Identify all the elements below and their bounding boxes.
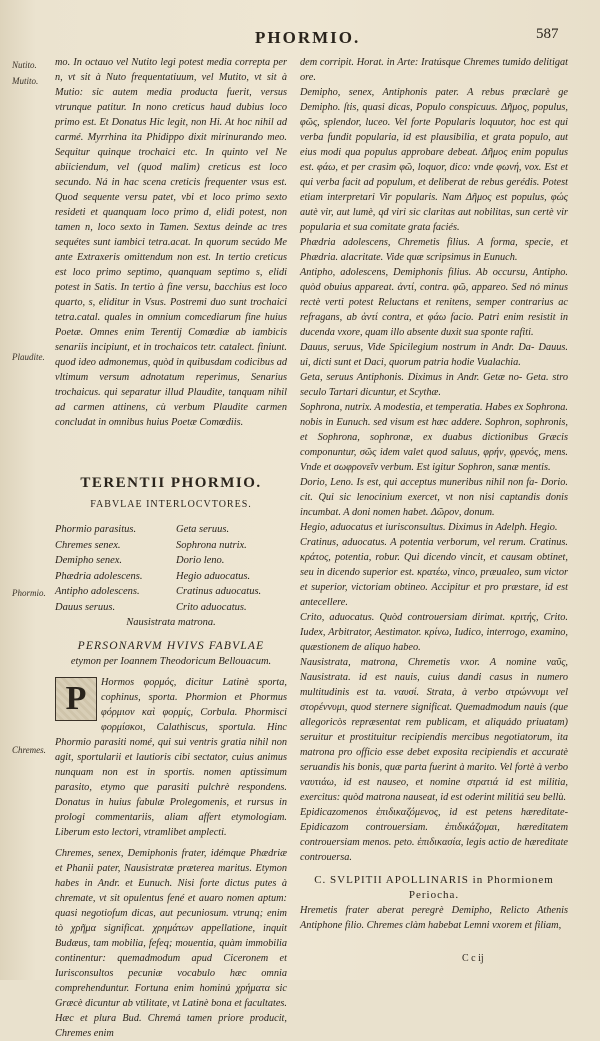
signature-mark: C c ij: [462, 953, 484, 964]
phormio-etymology-text: Hormos φορμός, dicitur Latinè sporta, cophinus, sporta. Phormion et Phormus φόρμιον καὶ φορμίς, Corbula. Phormisci φορμίσκοι, Calathiscus, sportula. Hinc Phormio parasiti nomé, qui sui ventris gratia nihil non agit, sportularii et lautioris cibi sectator, cuius animus nunquam non est in sportis. nomen aptissimum parasito, etymo que parasiti pulchrè respondens. Donatus in huius fabulæ Prolegomenis, et rursus in prologi commentariis, aliam affert etymologiam. Liberum esto lectori, vtramlibet amplecti.: [55, 676, 287, 838]
person-entry: Chremes senex.: [55, 539, 121, 551]
phormio-etymology: [55, 675, 287, 840]
person-entry: Dauus seruus.: [55, 601, 116, 613]
antipho-entry: Antipho, adolescens, Demiphonis filius. Ab occursu, Antipho. quòd obuius appareat. ἀντί, contra. φῶ, appareo. Sed nó minus rectè verti potest Reluctans et renitens, semper contrarius ac refragans, ab ἀντί contra, et φάω facio. Patri enim resistit in ducenda vxore, quam illo absente duxit sua sponte rafiti.: [300, 267, 568, 338]
person-entry: Crito aduocatus.: [176, 601, 247, 613]
margin-note-mutito: Mutito.: [12, 76, 39, 86]
margin-note-plaudite: Plaudite.: [12, 352, 45, 362]
demipho-entry: Demipho, senex, Antiphonis pater. A rebus præclarè ge Demipho. ſtis, quasi dicas, Populo conspicuus. Δῆμος, populus, φῶς, splendor, luceo. Vel forte Popularis loquutor, hoc est qui verba fundit popularia, id est plausibilia, et grata populo, aut eius modi qua populus approbare debeat. Δῆμος enim populus est. φάω, et per crasim φῶ, loquor, dico: vnde φωνή, vox. Est et qui verba facit ad populum, et deliberat de rebus gerédis. Potest etiam interpretari Vir popularis. Nam Δῆμος est populus, φώς autè vir, aut lumè, qd viri sic claritas aut nobilitas, sun certè vir popularia et sua comitate grata faciés.: [300, 87, 568, 233]
etymon-heading-caps: PERSONARVM HVIVS FABVLAE: [77, 639, 265, 652]
margin-note-nutito: Nutito.: [12, 60, 37, 70]
phaedria-entry: Phædria adolescens, Chremetis filius. A forma, specie, et Phædria. alacritate. Vide quæ scripsimus in Eunuch.: [300, 237, 568, 263]
page-number: 587: [536, 26, 559, 42]
person-entry: Geta seruus.: [176, 524, 230, 535]
crito-entry: Crito, aduocatus. Quòd controuersiam dirimat. κριτής, Crito. Iudex, Arbitrator, Aestimator. κρίνω, Iudico, interrogo, examino, quæstionem de aliquo habeo.: [300, 612, 568, 653]
play-subtitle: FABVLAE INTERLOCVTORES.: [90, 499, 252, 510]
person-entry: Cratinus aduocatus.: [176, 586, 262, 597]
cratinus-entry: Cratinus, aduocatus. A potentia verborum, vel rerum. Cratinus. κράτος, potentia, robur. Qui dicendo vincit, et causam obtinet, seu in dicendo superior est. κρατέω, vinco, præualeo, sum victor et superior, victoriam obtineo. Accipitur et pro præstare, id est antecellere.: [300, 537, 568, 608]
person-entry: Hegio aduocatus.: [176, 570, 251, 582]
dorio-entry: Dorio, Leno. Is est, qui acceptus muneribus nihil non fa- Dorio. cit. Qui sic lenocinium exercet, vt non nisi captandis donis incumbat. A doni nomen habet. Δῶρον, donum.: [300, 477, 568, 518]
nausistrata-entry: Nausistrata, matrona, Chremetis vxor. A nomine ναῦς, Nausistrata. id est nauis, cuius dandi casus in numero multitudinis est ta. ναυσί. Strata, à verbo στρώννυμι vel στορέννυμι, quod sternere significat. Quemadmodum nauis (que allegoricòs repræsentat rem publicam, et aliquádo priuatam) seruitur et prostituitur recipiendis mercibus negotiatorum, ita matrona pro officio esse debet exposita recipiendis et accuratè seruandis his bonis, quæ parta fuerint à marito. Vel fortè à verbo ναυτιάω, id est nauseo, et nomine στρατιά id est militia, exercitus: quòd matrona nauseat, id est oderint militiá seu bellù.: [300, 657, 569, 803]
person-entry: Antipho adolescens.: [55, 586, 140, 597]
running-head: PHORMIO.: [255, 28, 361, 47]
person-entry: Phædria adolescens.: [55, 570, 143, 582]
hegio-entry: Hegio, aduocatus et iurisconsultus. Diximus in Adelph. Hegio.: [300, 522, 558, 533]
play-title: TERENTII PHORMIO.: [80, 475, 262, 491]
periocha-heading: C. SVLPITII APOLLINARIS in Phormionem Periocha.: [314, 874, 554, 901]
dauus-entry: Dauus, seruus, Vide Spicilegium nostrum in Andr. Da- Dauus. ui, dicti sunt et Daci, quorum patria hodie Vualachia.: [300, 342, 568, 368]
dramatis-personae: [55, 522, 287, 631]
metrics-commentary: mo. In octauo vel Nutito legi potest media correpta per n, vt sit à Nuto frequentatiuum, vel Mutito, vt sit à Mutio: sic autem media producta fuerit, versus vtrunque patitur. In nono creticus haud dubius loco primo est. Et Donatus Hic legit, non Hi. At hoc nihil ad carmé. Myrrhina ita Phidippo dixit mirinurando meo. Sequitur quinque trochaici etc. In quinto vel Ne abiiciendum, vel (quod malim) creticus est loco secundo. Ná in hac scena creticis frequenter vsus est. Quod sequente versu patet, vbi et loco primo sexto resideti et quanquam loco primo d, elidi potest, non tamen n, loco sexto in Tamen. Sextus deinde ac tres sequétes sunt iambici tetra.acat. In quorum secúdo Me ante Extraxeris omittendum non est. In tertio creticus est loco primo septimo, quanquam septimo s, elidi potest in Satis. In tertio à fine versu, bacchius est loco quarto, s, eliditur in Vsus. Postremi duo sunt trochaici tetra.catal. quales in omnium comcediarum fine huius Poetæ. Omnes enim Terentij Comœdiæ ab iambicis senariis incipiunt, et in trochaicos tetr. catalect. finiunt. quod ideo admonemus, quòd in quibusdam codicibus ad vltimum versum adnotatum reperimus, Senarius trochaicus. qui separatur illud Plaudite, tanquam nihil ad carmen attinens, cù verbum Plaudite carmen concludat in omnibus huius Poetæ Comœdiis.: [55, 57, 287, 428]
margin-note-chremes: Chremes.: [12, 745, 46, 755]
periocha-text: Hremetis frater aberat peregrè Demipho, Relicto Athenis Antiphone filio. Chremes clàm habebat Lemni vxorem et filiam,: [300, 905, 568, 931]
right-column: [300, 55, 568, 933]
person-entry: Dorio leno.: [176, 555, 225, 566]
person-entry: Sophrona nutrix.: [176, 539, 247, 551]
etymon-heading-sub: etymon per Ioannem Theodoricum Bellouacum.: [70, 655, 272, 667]
decorated-initial: P: [55, 677, 97, 721]
geta-entry: Geta, seruus Antiphonis. Diximus in Andr. Getæ no- Geta. stro seculo Tartari dicuntur, et Scythæ.: [300, 372, 568, 398]
person-entry: Demipho senex.: [55, 555, 123, 566]
play-title-block: [55, 476, 287, 512]
left-column: [55, 55, 287, 1041]
epidicazomenos-entry: Epidicazomenos ἐπιδικαζόμενος, id est petens hæreditate- Epidicazom controuersiam. ἐπιδικάζομαι, hæreditatem controuersiam menos. peto. ἐπιδικασία, legis actio de hæreditate controuersa.: [300, 807, 568, 863]
person-entry: Nausistrata matrona.: [126, 617, 216, 628]
horace-quote: dem corripit. Horat. in Arte: Iratúsque Chremes tumido delitigat ore.: [300, 57, 568, 83]
etymon-heading: [55, 639, 287, 669]
sophrona-entry: Sophrona, nutrix. A modestia, et temperatia. Habes ex Sophrona. nobis in Eunuch. sed visum est hæc addere. Sophron, sophronis, et Sophrona, sophronæ, ex duabus dictionibus Græcis componuntur, σῶς idem valet quod saluus, φρήν, φρενός, mens. Vnde et σωφρονεῖν verbum. Est igitur Sophron, sanæ mentis.: [300, 402, 568, 473]
person-entry: Phormio parasitus.: [55, 524, 137, 535]
chremes-etymology: Chremes, senex, Demiphonis frater, idémque Phædriæ et Phanii pater, Nausistratæ præterea maritus. Etymon habes in Andr. et Eunuch. Nisi forte dictus putes à chremate, vt sit opulentus fené et auaro nomen aptum: quasi negotiofum dicas, aut pecuniosum. vtrunq; enim tò χρῆμα significat. χρημάτων appellatione, inquit Budæus, tam mobilia, fefeq; mouentia, quàm immobilia continentur: quemadmodum apud Ciceronem et Iurisconsultos pecuniæ vocabulo hæc omnia comprehenduntur. Fortuna enim hominú χρήματα sic Græcè dicuntur ab vtilitate, vt Latinè bona et facultates. Hæc et plura Bud. Chremá tamen priore producit, Chremes enim: [55, 847, 287, 1039]
margin-note-phormio: Phormio.: [12, 588, 46, 598]
